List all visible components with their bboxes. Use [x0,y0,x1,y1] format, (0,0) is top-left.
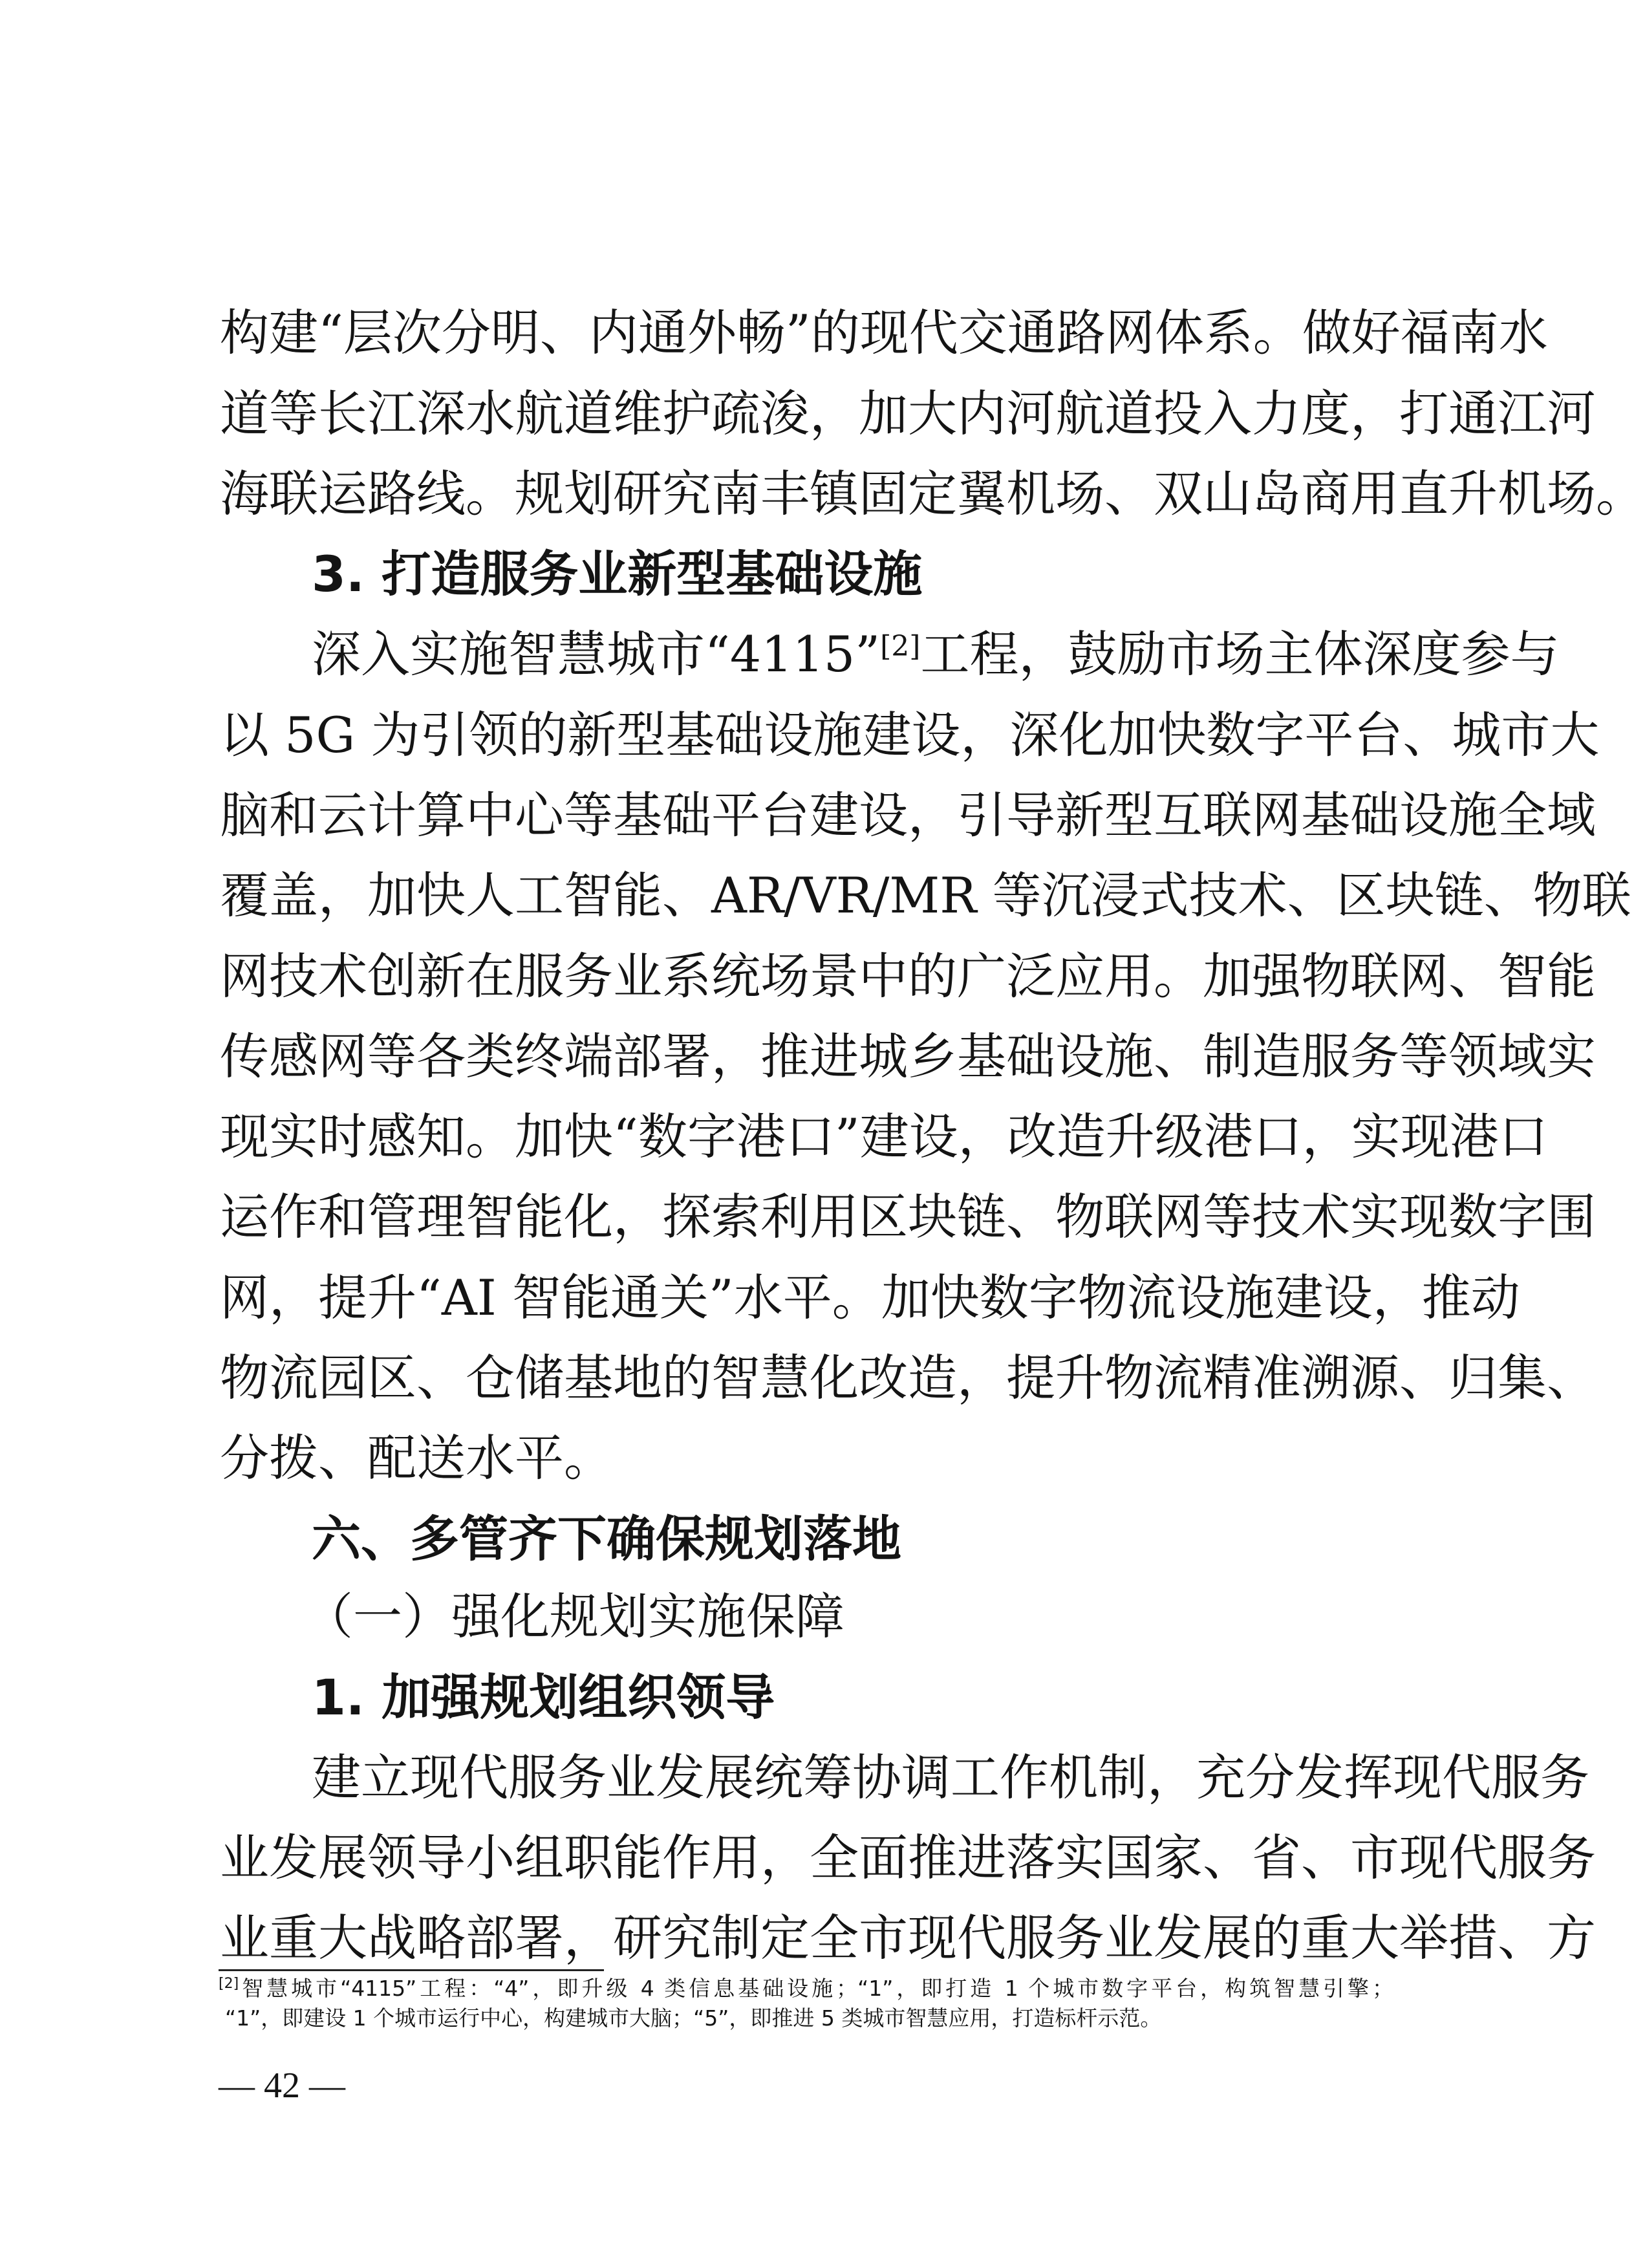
heading-3: 3. 打造服务业新型基础设施 [312,545,923,603]
paragraph-1-line-3: 海联运路线。规划研究南丰镇固定翼机场、双山岛商用直升机场。 [220,465,1645,523]
paragraph-3-line-2: 业发展领导小组职能作用，全面推进落实国家、省、市现代服务 [220,1829,1596,1886]
paragraph-3-line-3: 业重大战略部署，研究制定全市现代服务业发展的重大举措、方 [220,1909,1596,1967]
section-6-heading: 六、多管齐下确保规划落地 [312,1510,901,1568]
paragraph-3-line-1: 建立现代服务业发展统筹协调工作机制，充分发挥现代服务 [312,1749,1589,1806]
paragraph-2-line-11: 分拨、配送水平。 [220,1429,613,1487]
paragraph-2-line-8: 运作和管理智能化，探索利用区块链、物联网等技术实现数字围 [220,1188,1596,1246]
paragraph-2-line-5: 网技术创新在服务业系统场景中的广泛应用。加强物联网、智能 [220,947,1596,1005]
paragraph-2-line-9: 网，提升“AI 智能通关”水平。加快数字物流设施建设，推动 [220,1269,1520,1326]
paragraph-2-line-2: 以 5G 为引领的新型基础设施建设，深化加快数字平台、城市大 [220,706,1600,764]
paragraph-2-line-1 [312,622,1560,687]
paragraph-2-line-4: 覆盖，加快人工智能、AR/VR/MR 等沉浸式技术、区块链、物联 [220,867,1631,924]
paragraph-2-line-6: 传感网等各类终端部署，推进城乡基础设施、制造服务等领域实 [220,1028,1596,1085]
footnote-line-1 [219,1974,1393,2003]
page-number: — 42 — [219,2066,345,2106]
paragraph-2-line-7: 现实时感知。加快“数字港口”建设，改造升级港口，实现港口 [220,1108,1548,1165]
heading-1: 1. 加强规划组织领导 [312,1669,775,1726]
paragraph-2-line-10: 物流园区、仓储基地的智慧化改造，提升物流精准溯源、归集、 [220,1349,1596,1407]
footnote-text-1: 智慧城市“4115”工程：“4”，即升级 4 类信息基础设施；“1”，即打造 1 个城市数字平台，构筑智慧引擎； [239,1976,1393,2001]
footnote-ref-2: [2] [880,630,921,663]
footnote-line-2: “1”，即建设 1 个城市运行中心，构建城市大脑；“5”，即推进 5 类城市智慧应用，打造标杆示范。 [225,2005,1162,2031]
paragraph-2-line-3: 脑和云计算中心等基础平台建设，引导新型互联网基础设施全域 [220,786,1596,844]
subsection-1-heading: （一）强化规划实施保障 [304,1588,844,1645]
footnote-marker: [2] [219,1976,239,1992]
paragraph-1-line-1: 构建“层次分明、内通外畅”的现代交通路网体系。做好福南水 [220,304,1548,362]
footnote-divider [219,1969,604,1971]
paragraph-1-line-2: 道等长江深水航道维护疏浚，加大内河航道投入力度，打通江河 [220,385,1596,442]
p2-text-after: 工程，鼓励市场主体深度参与 [920,625,1560,683]
p2-text-before: 深入实施智慧城市“4115” [312,625,881,683]
